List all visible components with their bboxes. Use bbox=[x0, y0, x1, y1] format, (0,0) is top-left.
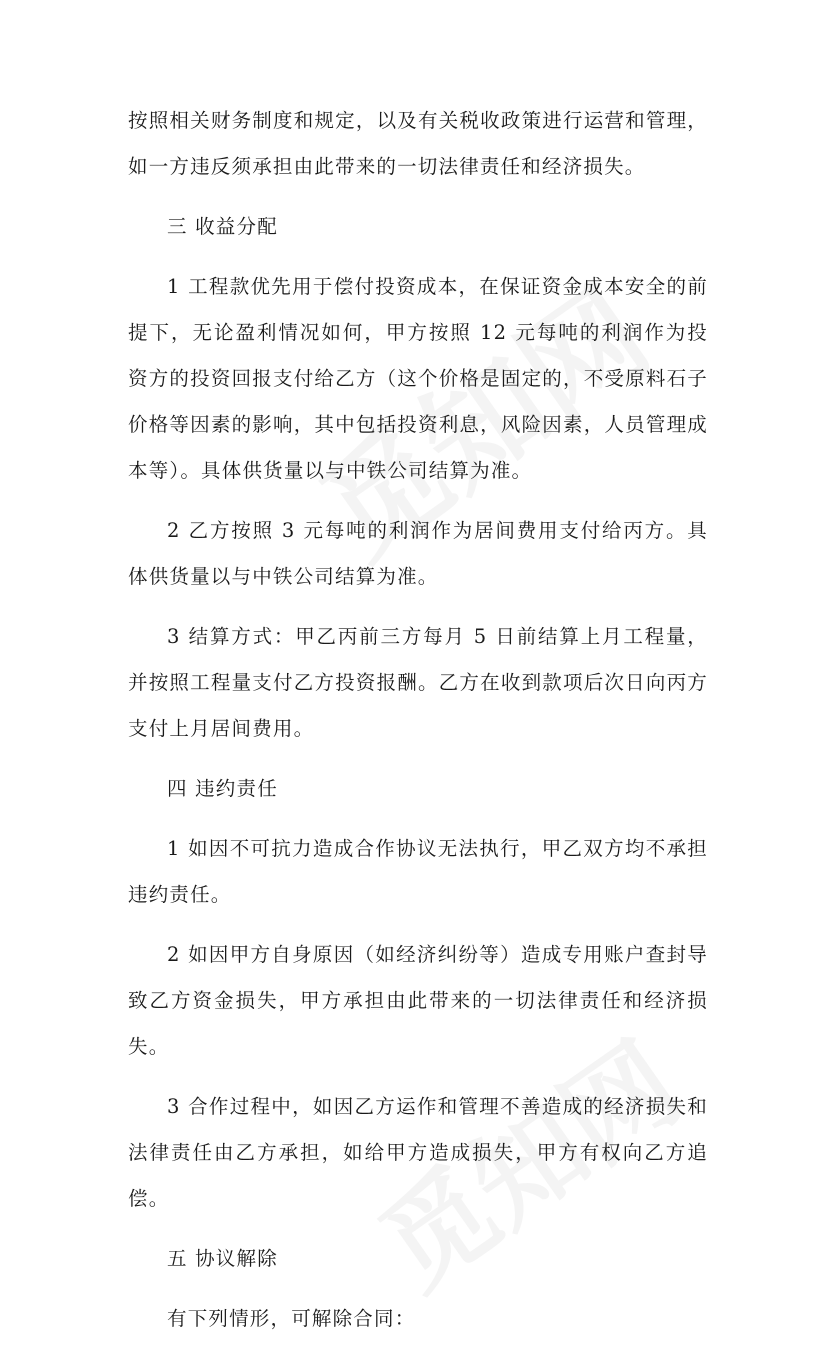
section-heading-termination: 五 协议解除 bbox=[167, 1247, 278, 1270]
paragraph-liability-3: 3 合作过程中，如因乙方运作和管理不善造成的经济损失和法律责任由乙方承担，如给甲方造成损失，甲方有权向乙方追偿。 bbox=[128, 1095, 708, 1210]
section-heading-liability: 四 违约责任 bbox=[167, 777, 278, 800]
paragraph-termination-intro: 有下列情形，可解除合同： bbox=[167, 1307, 416, 1330]
paragraph-profit-3: 3 结算方式：甲乙丙前三方每月 5 日前结算上月工程量，并按照工程量支付乙方投资报酬。乙方在收到款项后次日向丙方支付上月居间费用。 bbox=[128, 625, 708, 740]
section-heading-profit-distribution: 三 收益分配 bbox=[167, 215, 278, 238]
paragraph-liability-2: 2 如因甲方自身原因（如经济纠纷等）造成专用账户查封导致乙方资金损失，甲方承担由此带来的一切法律责任和经济损失。 bbox=[128, 943, 708, 1058]
paragraph-liability-1: 1 如因不可抗力造成合作协议无法执行，甲乙双方均不承担违约责任。 bbox=[128, 837, 708, 906]
document-body bbox=[128, 98, 708, 1356]
paragraph-profit-1: 1 工程款优先用于偿付投资成本，在保证资金成本安全的前提下，无论盈利情况如何，甲方按照 12 元每吨的利润作为投资方的投资回报支付给乙方（这个价格是固定的，不受原料石子价格等因素的影响，其中包括投资利息，风险因素，人员管理成本等）。具体供货量以与中铁公司结算为准。 bbox=[128, 275, 708, 482]
paragraph-continuation: 按照相关财务制度和规定，以及有关税收政策进行运营和管理，如一方违反须承担由此带来的一切法律责任和经济损失。 bbox=[128, 109, 708, 178]
paragraph-profit-2: 2 乙方按照 3 元每吨的利润作为居间费用支付给丙方。具体供货量以与中铁公司结算为准。 bbox=[128, 519, 708, 588]
